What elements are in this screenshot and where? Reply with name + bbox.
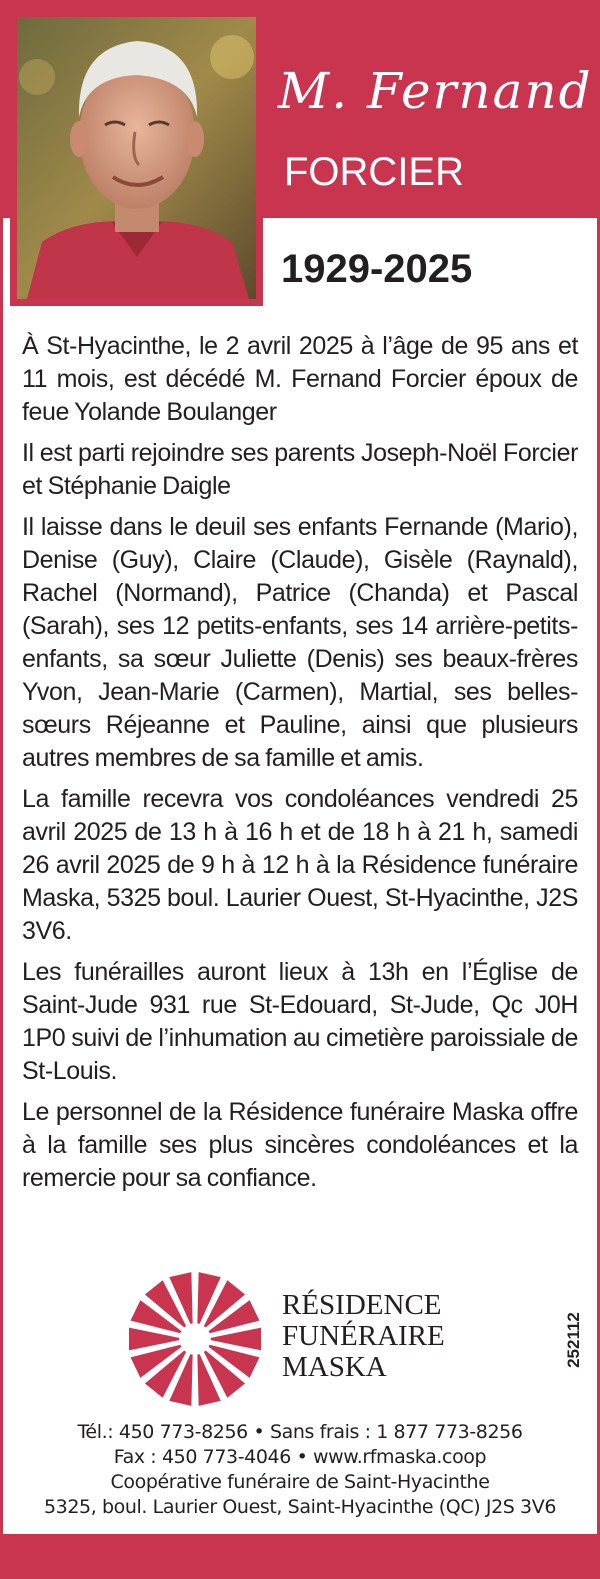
portrait-frame: [10, 10, 263, 306]
deceased-last-name: FORCIER: [284, 150, 464, 194]
obituary-text: [22, 330, 578, 1203]
paragraph-visitation: La famille recevra vos condoléances vendredi 25 avril 2025 de 13 h à 16 h et de 18 h à 21 h, samedi 26 avril 2025 de 9 h à 12 h à la Résidence funéraire Maska, 5325 boul. Laurier Ouest, St-Hyacinthe, J2S 3V6.: [22, 785, 578, 945]
footer-fax-website: Fax : 450 773-4046 • www.rfmaska.coop: [113, 1446, 487, 1468]
ad-number: 252112: [564, 1312, 583, 1368]
maska-sunburst-icon: [126, 1270, 264, 1408]
paragraph-parents: Il est parti rejoindre ses parents Joseph-Noël Forcier et Stéphanie Daigle: [22, 439, 578, 500]
brand-line-3: MASKA: [282, 1351, 387, 1383]
brand-line-2: FUNÉRAIRE: [282, 1320, 445, 1352]
brand-line-1: RÉSIDENCE: [282, 1289, 442, 1321]
paragraph-funeral: Les funérailles auront lieux à 13h en l’Église de Saint-Jude 931 rue St-Edouard, St-Jude, Qc J0H 1P0 suivi de l’inhumation au cimetière paroissiale de St-Louis.: [22, 958, 578, 1085]
paragraph-death: À St-Hyacinthe, le 2 avril 2025 à l’âge de 95 ans et 11 mois, est décédé M. Fernand Forcier époux de feue Yolande Boulanger: [22, 332, 578, 426]
footer-cooperative: Coopérative funéraire de Saint-Hyacinthe: [110, 1471, 490, 1493]
paragraph-family: Il laisse dans le deuil ses enfants Fernande (Mario), Denise (Guy), Claire (Claude), Gisèle (Raynald), Rachel (Normand), Patrice (Chanda) et Pascal (Sarah), ses 12 petits-enfants, ses 14 arrière-petits-enfants, sa sœur Juliette (Denis) ses beaux-frères Yvon, Jean-Marie (Carmen), Martial, ses belles-sœurs Réjeanne et Pauline, ainsi que plusieurs autres membres de sa famille et amis.: [22, 513, 578, 772]
bottom-band: [3, 1534, 597, 1576]
funeral-home-name: [282, 1290, 445, 1383]
maska-logo-icon: [126, 1270, 264, 1408]
life-dates: 1929-2025: [281, 247, 473, 291]
contact-footer: [0, 1420, 600, 1520]
footer-address: 5325, boul. Laurier Ouest, Saint-Hyacinthe (QC) J2S 3V6: [43, 1496, 557, 1518]
footer-phones: Tél.: 450 773-8256 • Sans frais : 1 877 773-8256: [77, 1421, 523, 1443]
portrait-image: [17, 17, 256, 299]
deceased-first-name: M. Fernand: [278, 62, 593, 120]
paragraph-condolences: Le personnel de la Résidence funéraire Maska offre à la famille ses plus sincères condoléances et la remercie pour sa confiance.: [22, 1098, 578, 1192]
portrait-photo: [17, 17, 256, 299]
